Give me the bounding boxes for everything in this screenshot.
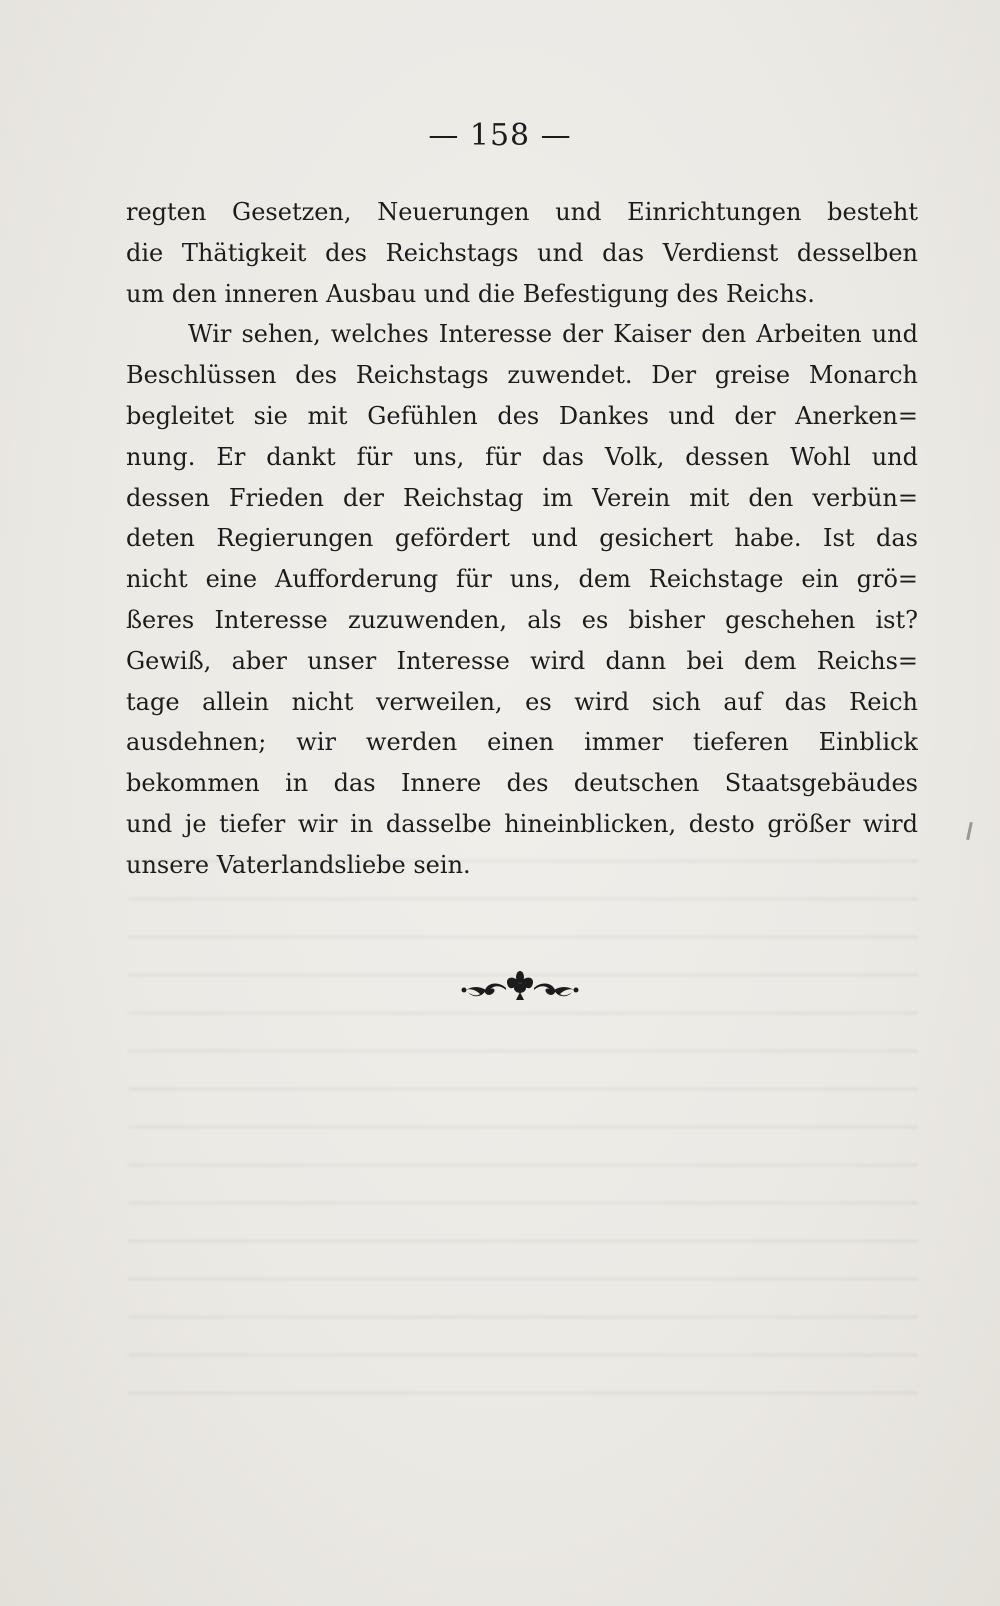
page-number: — 158 — [428, 118, 572, 153]
bleed-through-text [128, 860, 918, 1420]
text-line: begleitet sie mit Gefühlen des Dankes und der Anerken= [126, 401, 918, 430]
body-text [126, 192, 918, 886]
text-line: nicht eine Aufforderung für uns, dem Reichstage ein grö= [126, 565, 918, 594]
text-line: dessen Frieden der Reichstag im Verein mit den verbün= [126, 483, 918, 512]
text-line: Beschlüssen des Reichstags zuwendet. Der greise Monarch [126, 361, 918, 390]
text-line: bekommen in das Innere des deutschen Staatsgebäudes [126, 769, 918, 798]
text-line: unsere Vaterlandsliebe sein. [126, 850, 471, 879]
text-line: Wir sehen, welches Interesse der Kaiser den Arbeiten und [188, 320, 918, 349]
text-line: tage allein nicht verweilen, es wird sich auf das Reich [126, 687, 918, 716]
text-line: um den inneren Ausbau und die Befestigung des Reichs. [126, 279, 815, 308]
text-line: nung. Er dankt für uns, für das Volk, dessen Wohl und [126, 442, 918, 471]
text-line: ßeres Interesse zuzuwenden, als es bisher geschehen ist? [126, 605, 918, 634]
text-line: regten Gesetzen, Neuerungen und Einrichtungen besteht [126, 198, 918, 226]
text-line: Gewiß, aber unser Interesse wird dann bei dem Reichs= [126, 646, 918, 675]
margin-mark [966, 822, 973, 840]
text-line: und je tiefer wir in dasselbe hineinblicken, desto größer wird [126, 809, 918, 838]
text-line: die Thätigkeit des Reichstags und das Verdienst desselben [126, 238, 918, 267]
fleuron-ornament-icon [460, 968, 580, 1002]
text-line: deten Regierungen gefördert und gesichert habe. Ist das [126, 524, 918, 553]
text-line: ausdehnen; wir werden einen immer tieferen Einblick [126, 728, 918, 757]
